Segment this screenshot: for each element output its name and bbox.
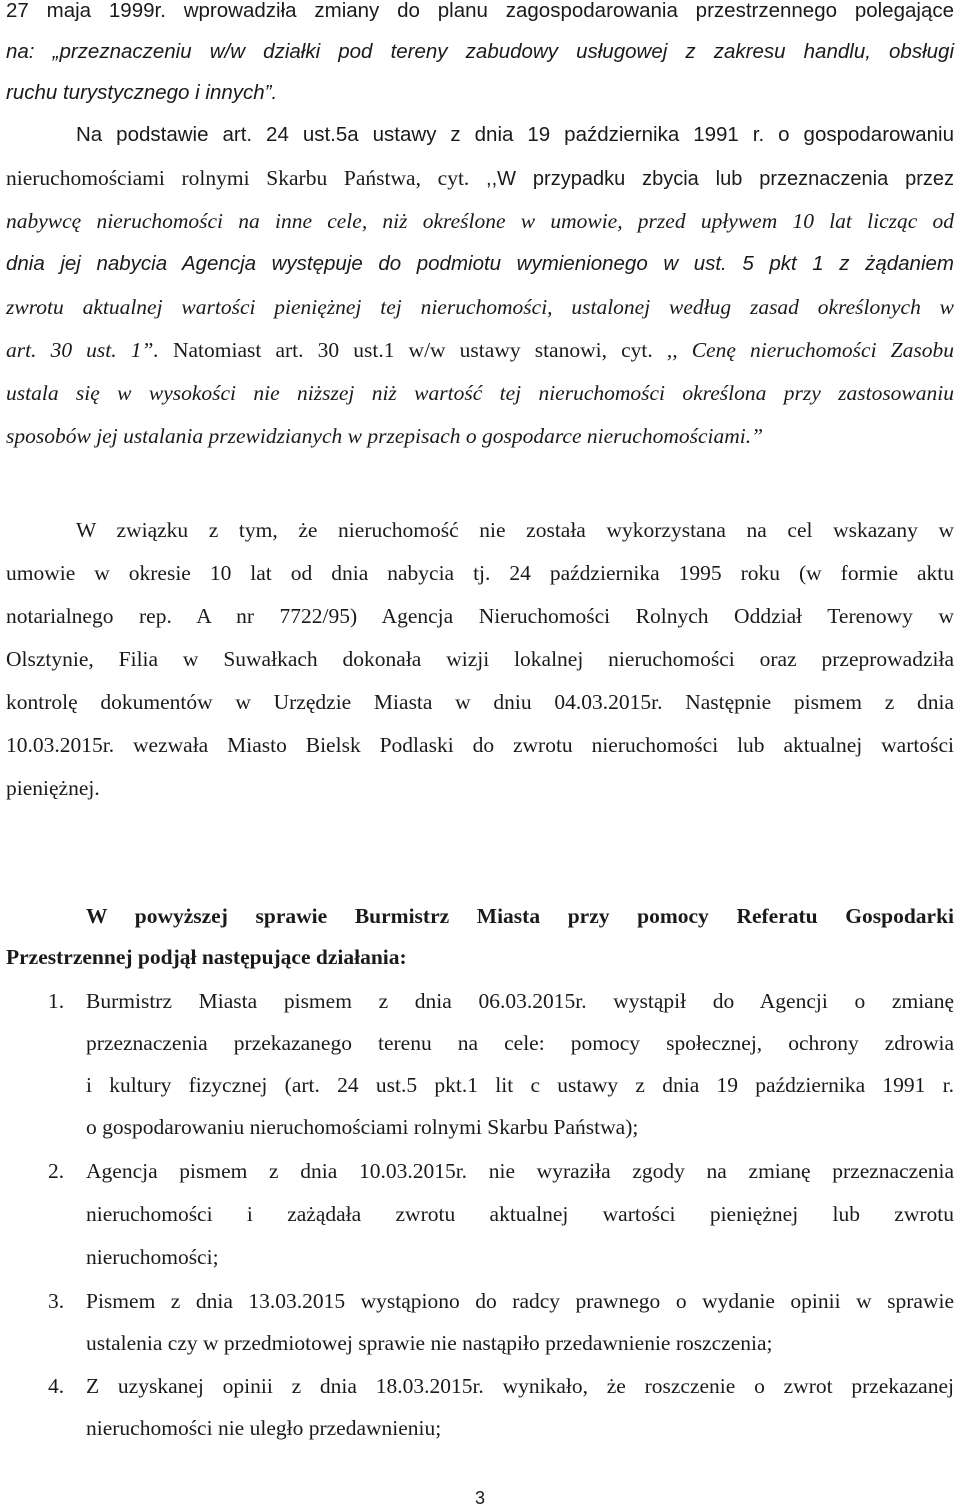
- paragraph2-line-1: W związku z tym, że nieruchomość nie została wykorzystana na cel wskazany w: [76, 518, 954, 542]
- intro-line-3: ruchu turystycznego i innych”.: [6, 81, 278, 104]
- paragraph2-line-5: kontrolę dokumentów w Urzędzie Miasta w dniu 04.03.2015r. Następnie pismem z dnia: [6, 690, 954, 714]
- list-item-number: 3.: [48, 1289, 65, 1313]
- paragraph2-line-6: 10.03.2015r. wezwała Miasto Bielsk Podlaski do zwrotu nieruchomości lub aktualnej wartości: [6, 733, 954, 757]
- citation-second-intro: Natomiast art. 30 ust.1 w/w ustawy stanowi, cyt.: [158, 338, 667, 362]
- citation-end: art. 30 ust. 1”.: [6, 338, 159, 362]
- list-item-number: 2.: [48, 1159, 65, 1183]
- paragraph2-line-7: pieniężnej.: [6, 776, 100, 800]
- citation-intro: nieruchomościami rolnymi Skarbu Państwa, cyt.: [6, 166, 487, 190]
- section-heading-line-2: Przestrzennej podjął następujące działania:: [6, 945, 407, 969]
- intro-line-1: 27 maja 1999r. wprowadziła zmiany do planu zagospodarowania przestrzennego polegające: [6, 0, 954, 22]
- section-heading-line-1: W powyższej sprawie Burmistrz Miasta przy pomocy Referatu Gospodarki: [86, 904, 954, 928]
- list-item-line: i kultury fizycznej (art. 24 ust.5 pkt.1 lit c ustawy z dnia 19 października 1991 r.: [86, 1073, 954, 1097]
- list-item-line: nieruchomości;: [86, 1245, 219, 1269]
- citation-quote-start: ,,W przypadku zbycia lub przeznaczenia przez: [486, 168, 954, 190]
- intro-line-2: na: „przeznaczeniu w/w działki pod tereny zabudowy usługowej z zakresu handlu, obsługi: [6, 40, 954, 63]
- paragraph1-line-1: [76, 122, 954, 148]
- paragraph1-lead: Na podstawie art. 24 ust.5a ustawy z dnia 19 października 1991 r. o gospodarowaniu: [76, 123, 954, 146]
- paragraph2-line-2: umowie w okresie 10 lat od dnia nabycia tj. 24 października 1995 roku (w formie aktu: [6, 561, 954, 585]
- paragraph1-line-2: [6, 165, 954, 192]
- paragraph1-line-5: zwrotu aktualnej wartości pieniężnej tej nieruchomości, ustalonej według zasad określonych w: [6, 295, 954, 319]
- list-item-line: nieruchomości i zażądała zwrotu aktualnej wartości pieniężnej lub zwrotu: [86, 1202, 954, 1226]
- list-item-line: Agencja pismem z dnia 10.03.2015r. nie wyraziła zgody na zmianę przeznaczenia: [86, 1159, 954, 1183]
- list-item-line: ustalenia czy w przedmiotowej sprawie nie nastąpiło przedawnienie roszczenia;: [86, 1331, 773, 1355]
- list-item-line: Burmistrz Miasta pismem z dnia 06.03.2015r. wystąpił do Agencji o zmianę: [86, 989, 954, 1013]
- list-item-line: Pismem z dnia 13.03.2015 wystąpiono do radcy prawnego o wydanie opinii w sprawie: [86, 1289, 954, 1313]
- paragraph1-line-8: sposobów jej ustalania przewidzianych w przepisach o gospodarce nieruchomościami.”: [6, 424, 764, 448]
- list-item-number: 1.: [48, 989, 65, 1013]
- paragraph2-line-4: Olsztynie, Filia w Suwałkach dokonała wizji lokalnej nieruchomości oraz przeprowadziła: [6, 647, 954, 671]
- list-item-line: nieruchomości nie uległo przedawnieniu;: [86, 1416, 442, 1440]
- paragraph1-line-7: ustala się w wysokości nie niższej niż wartość tej nieruchomości określona przy zastosowaniu: [6, 381, 954, 405]
- list-item-number: 4.: [48, 1374, 65, 1398]
- list-item-line: przeznaczenia przekazanego terenu na cele: pomocy społecznej, ochrony zdrowia: [86, 1031, 954, 1055]
- paragraph1-line-6: [6, 337, 954, 363]
- paragraph2-line-3: notarialnego rep. A nr 7722/95) Agencja Nieruchomości Rolnych Oddział Terenowy w: [6, 604, 954, 628]
- page-number: 3: [474, 1488, 485, 1508]
- list-item-line: o gospodarowaniu nieruchomościami rolnymi Skarbu Państwa);: [86, 1115, 639, 1139]
- paragraph1-line-3: nabywcę nieruchomości na inne cele, niż określone w umowie, przed upływem 10 lat licząc od: [6, 209, 954, 233]
- citation-second-start: ,, Cenę nieruchomości Zasobu: [666, 338, 954, 362]
- list-item-line: Z uzyskanej opinii z dnia 18.03.2015r. wynikało, że roszczenie o zwrot przekazanej: [86, 1374, 954, 1398]
- paragraph1-line-4: dnia jej nabycia Agencja występuje do podmiotu wymienionego w ust. 5 pkt 1 z żądaniem: [6, 252, 954, 275]
